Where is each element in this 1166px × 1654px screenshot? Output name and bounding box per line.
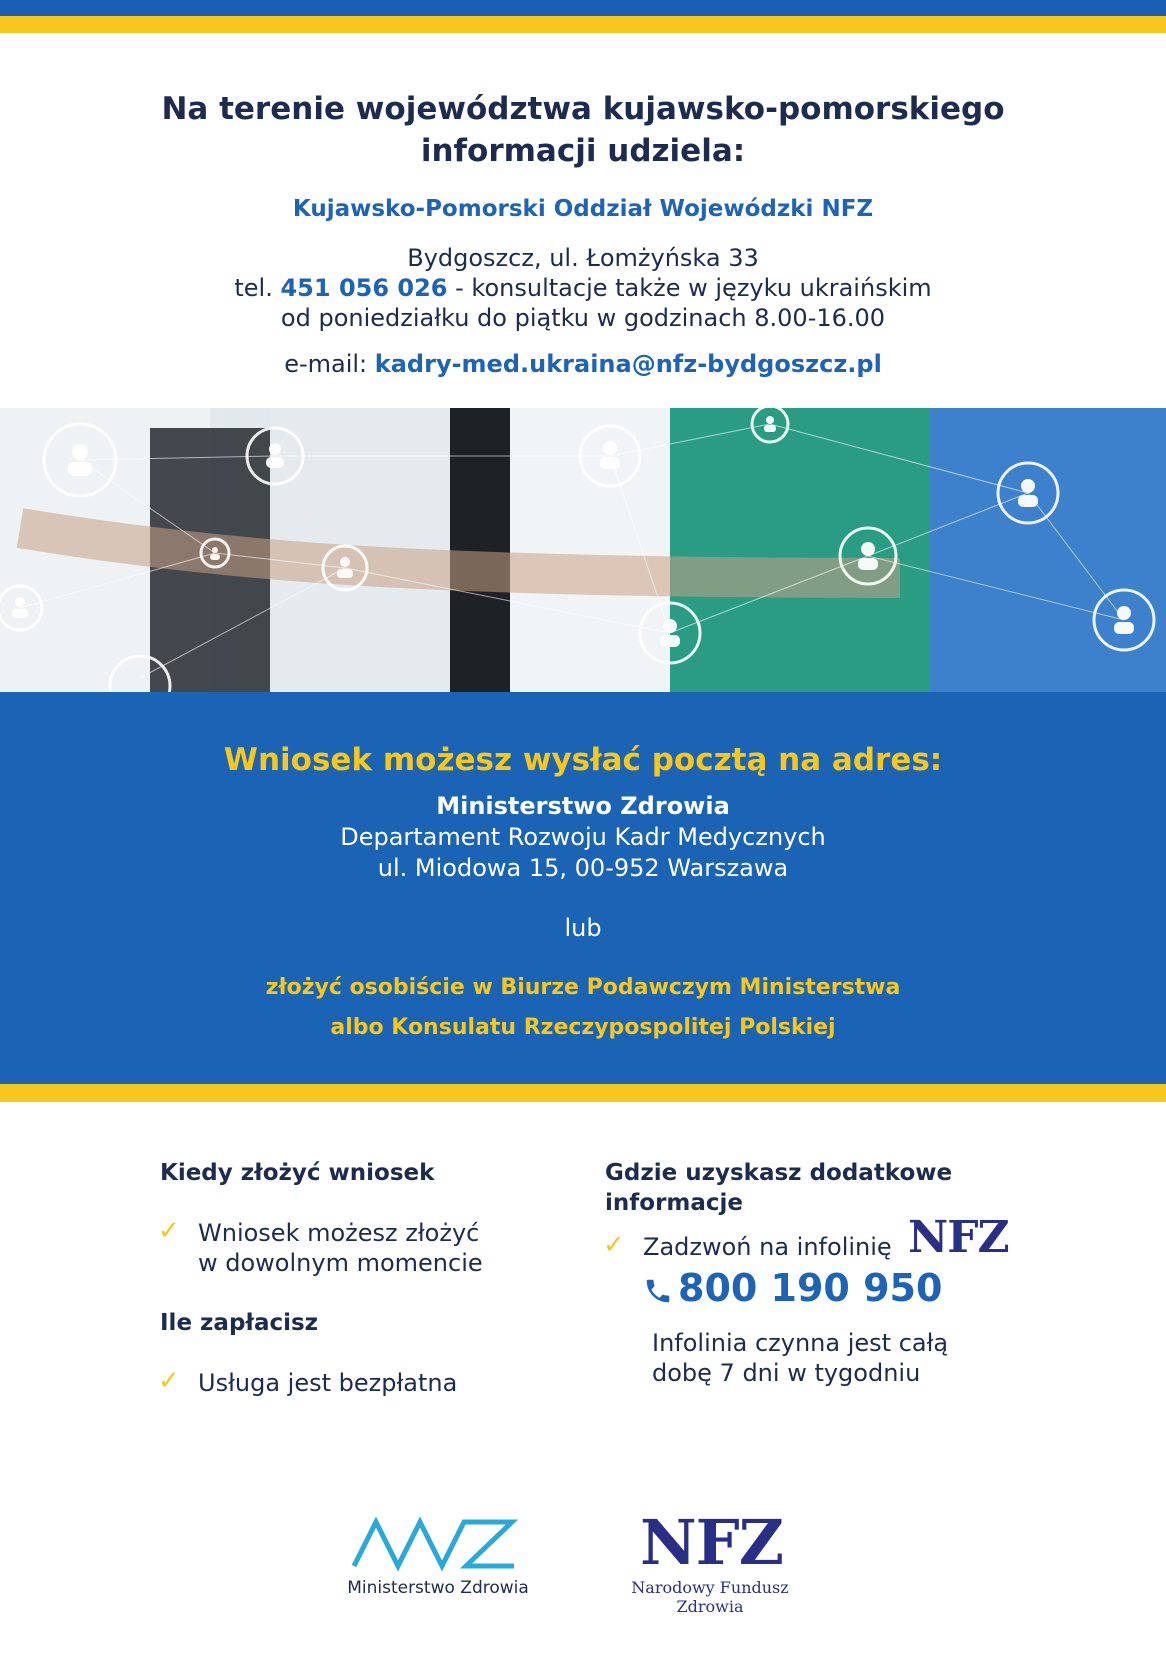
flag-stripe-yellow-bottom [0, 1084, 1166, 1102]
flag-stripe-blue [0, 0, 1166, 16]
phone-line [0, 273, 1166, 303]
hours: od poniedziałku do piątku w godzinach 8.00-16.00 [280, 304, 886, 332]
cost-heading: Ile zapłacisz [160, 1310, 319, 1336]
phone-icon [643, 1276, 675, 1308]
when-line-2: w dowolnym momencie [198, 1249, 483, 1277]
info-heading-line-2: informacje [605, 1190, 744, 1216]
info-heading [605, 1158, 952, 1218]
page-title [0, 88, 1166, 172]
flag-stripe-yellow [0, 16, 1166, 33]
footer-nfz-mark: NFZ [640, 1506, 783, 1579]
title-line-1: Na terenie województwa kujawsko-pomorskiego [161, 91, 1005, 127]
check-icon: ✓ [603, 1230, 625, 1260]
address: Bydgoszcz, ul. Łomżyńska 33 [407, 244, 759, 272]
tel-suffix: - konsultacje także w języku ukraińskim [455, 274, 932, 302]
nfz-mark: NFZ [908, 1212, 1009, 1263]
mail-title: Wniosek możesz wysłać pocztą na adres: [223, 742, 943, 778]
nfz-name: Narodowy Fundusz Zdrowia [631, 1578, 789, 1616]
info-heading-line-1: Gdzie uzyskasz dodatkowe [605, 1160, 953, 1186]
check-icon: ✓ [158, 1216, 180, 1246]
email-line [0, 349, 1166, 379]
infoline-number[interactable]: 800 190 950 [678, 1266, 943, 1310]
mail-or: lub [564, 914, 602, 942]
note-line-1: Infolinia czynna jest całą [652, 1329, 949, 1357]
note-line-2: dobę 7 dni w tygodniu [652, 1359, 921, 1387]
when-item [198, 1218, 483, 1278]
network-overlay [0, 408, 1166, 692]
mail-dept: Departament Rozwoju Kadr Medycznych [340, 823, 826, 851]
submit-line-1: złożyć osobiście w Biurze Podawczym Ministerstwa [265, 975, 901, 1000]
office-name: Kujawsko-Pomorski Oddział Wojewódzki NFZ [292, 196, 874, 222]
mail-street: ul. Miodowa 15, 00-952 Warszawa [377, 854, 789, 882]
tel-prefix: tel. [234, 274, 273, 302]
mz-name: Ministerstwo Zdrowia [347, 1578, 529, 1598]
mail-org: Ministerstwo Zdrowia [436, 792, 730, 820]
submit-line-2: albo Konsulatu Rzeczypospolitej Polskiej [330, 1015, 836, 1040]
cost-item: Usługa jest bezpłatna [198, 1369, 458, 1397]
tel-number[interactable]: 451 056 026 [280, 274, 448, 302]
call-label: Zadzwoń na infolinię [643, 1233, 892, 1261]
when-line-1: Wniosek możesz złożyć [198, 1219, 480, 1247]
title-line-2: informacji udziela: [420, 133, 746, 169]
email-label: e-mail: [284, 350, 368, 378]
mz-logo-icon [350, 1516, 520, 1572]
infoline-note [652, 1328, 948, 1388]
email-link[interactable]: kadry-med.ukraina@nfz-bydgoszcz.pl [374, 350, 882, 378]
check-icon: ✓ [158, 1366, 180, 1396]
medical-staff-photo [0, 408, 1166, 692]
when-heading: Kiedy złożyć wniosek [160, 1160, 435, 1186]
